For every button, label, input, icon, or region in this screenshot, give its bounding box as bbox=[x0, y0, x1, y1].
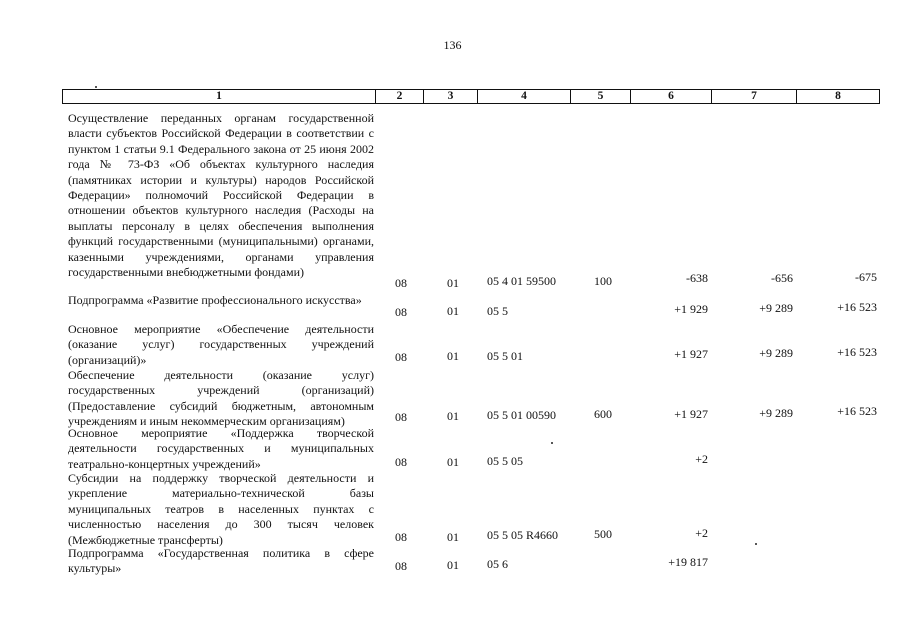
row-section-code: 08 bbox=[395, 455, 407, 469]
col-header-3: 3 bbox=[424, 90, 478, 104]
row-description: Основное мероприятие «Обеспечение деятельности (оказание услуг) государственных учреждений (организаций)» bbox=[68, 322, 374, 367]
row-section-code: 08 bbox=[395, 276, 407, 290]
row-section-code: 08 bbox=[395, 305, 407, 319]
row-description: Подпрограмма «Государственная политика в сфере культуры» bbox=[68, 546, 374, 576]
col-header-7: 7 bbox=[712, 90, 797, 104]
row-section-code: 08 bbox=[395, 350, 407, 364]
row-subsection-code: 01 bbox=[447, 276, 459, 290]
row-subsection-code: 01 bbox=[447, 304, 459, 318]
row-target-code: 05 5 01 bbox=[487, 349, 523, 363]
row-subsection-code: 01 bbox=[447, 558, 459, 572]
row-subsection-code: 01 bbox=[447, 530, 459, 544]
row-value-2019: -638 bbox=[686, 271, 708, 285]
scan-speck bbox=[95, 86, 97, 88]
row-target-code: 05 5 01 00590 bbox=[487, 408, 556, 422]
row-value-2020: +9 289 bbox=[759, 301, 793, 315]
col-header-2: 2 bbox=[376, 90, 424, 104]
row-section-code: 08 bbox=[395, 530, 407, 544]
scan-speck bbox=[755, 543, 757, 545]
row-value-2019: +1 927 bbox=[674, 407, 708, 421]
row-value-2019: +1 929 bbox=[674, 302, 708, 316]
row-value-2020: +9 289 bbox=[759, 346, 793, 360]
row-description: Подпрограмма «Развитие профессионального искусства» bbox=[68, 293, 362, 307]
row-description: Основное мероприятие «Поддержка творческой деятельности государственных и муниципальных театрально-концертных учреждений» bbox=[68, 426, 374, 471]
row-target-code: 05 5 bbox=[487, 304, 508, 318]
row-value-2021: +16 523 bbox=[837, 345, 877, 359]
row-expense-type: 100 bbox=[594, 274, 612, 288]
row-expense-type: 500 bbox=[594, 527, 612, 541]
col-header-8: 8 bbox=[797, 90, 880, 104]
row-value-2019: +19 817 bbox=[668, 555, 708, 569]
col-header-5: 5 bbox=[571, 90, 631, 104]
row-section-code: 08 bbox=[395, 410, 407, 424]
row-target-code: 05 5 05 R4660 bbox=[487, 528, 559, 542]
table-header bbox=[62, 89, 880, 104]
row-target-code: 05 4 01 59500 bbox=[487, 274, 556, 288]
row-value-2019: +2 bbox=[695, 452, 708, 466]
page-number: 136 bbox=[443, 38, 462, 52]
row-subsection-code: 01 bbox=[447, 409, 459, 423]
row-value-2021: +16 523 bbox=[837, 300, 877, 314]
row-description: Обеспечение деятельности (оказание услуг) государственных учреждений (организаций) (Предоставление субсидий бюджетным, автономным учреждениям и иным некоммерческим организациям) bbox=[68, 368, 374, 429]
row-value-2021: -675 bbox=[855, 270, 877, 284]
row-description: Субсидии на поддержку творческой деятельности и укрепление материально-технической базы муниципальных театров в населенных пунктах с численностью населения до 300 тысяч человек (Межбюджетные трансферты) bbox=[68, 471, 374, 547]
row-value-2019: +1 927 bbox=[674, 347, 708, 361]
row-value-2020: -656 bbox=[771, 271, 793, 285]
row-subsection-code: 01 bbox=[447, 349, 459, 363]
row-value-2020: +9 289 bbox=[759, 406, 793, 420]
scan-speck bbox=[551, 442, 553, 444]
col-header-6: 6 bbox=[631, 90, 712, 104]
row-target-code: 05 6 bbox=[487, 557, 508, 571]
row-target-code: 05 5 05 bbox=[487, 454, 523, 468]
row-subsection-code: 01 bbox=[447, 455, 459, 469]
row-description: Осуществление переданных органам государственной власти субъектов Российской Федерации в соответствии с пунктом 1 статьи 9.1 Федерального закона от 25 июня 2002 года № 73-ФЗ «Об объектах культурного наследия (памятниках истории и культуры) народов Российской Федерации» полномочий Российской Федерации в отношении объектов культурного наследия (Расходы на выплаты персоналу в целях обеспечения выполнения функций государственными (муниципальными) органами, казенными учреждениями, органами управления государственными внебюджетными фондами) bbox=[68, 111, 374, 280]
col-header-1: 1 bbox=[63, 90, 376, 104]
row-value-2019: +2 bbox=[695, 526, 708, 540]
row-value-2021: +16 523 bbox=[837, 404, 877, 418]
row-expense-type: 600 bbox=[594, 407, 612, 421]
col-header-4: 4 bbox=[478, 90, 571, 104]
row-section-code: 08 bbox=[395, 559, 407, 573]
